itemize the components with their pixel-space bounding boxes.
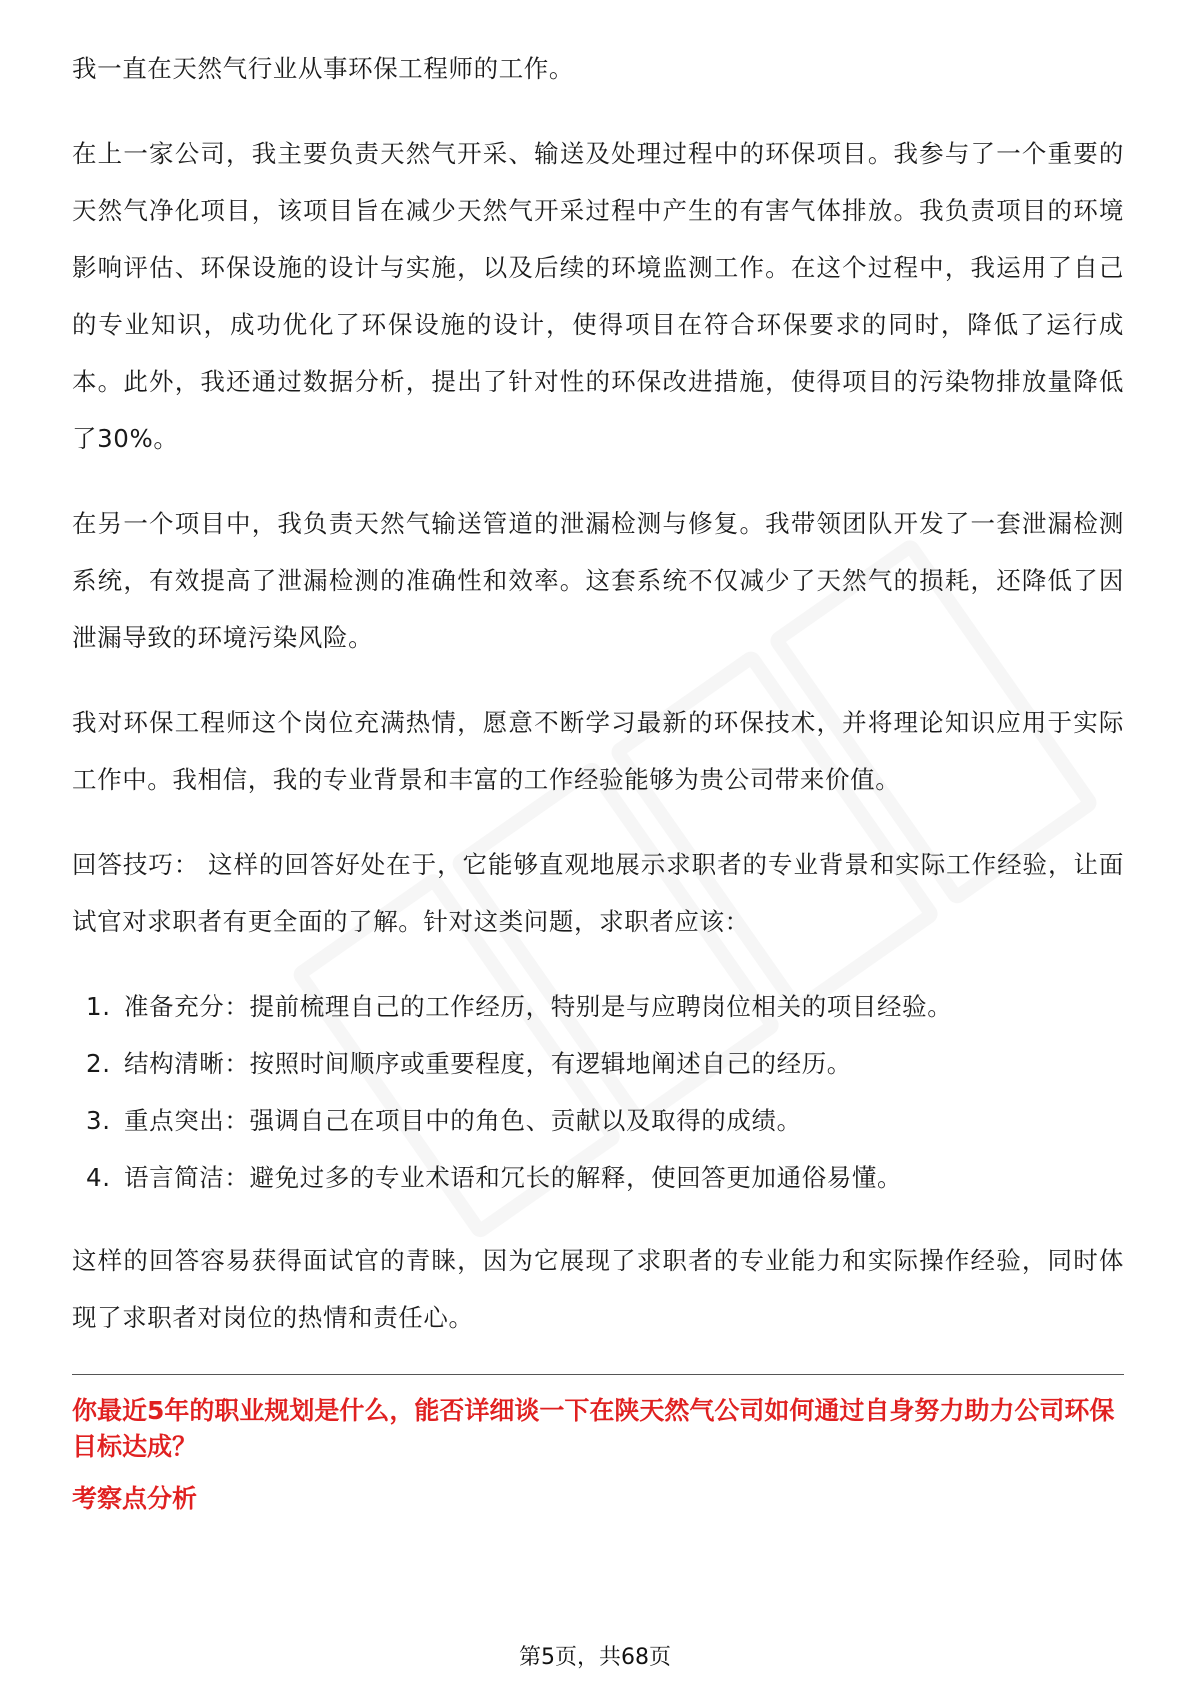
paragraph-project-two: 在另一个项目中，我负责天然气输送管道的泄漏检测与修复。我带领团队开发了一套泄漏检测系统，有效提高了泄漏检测的准确性和效率。这套系统不仅减少了天然气的损耗，还降低了因泄漏导致的环境污染风险。	[72, 509, 1124, 652]
divider	[72, 1374, 1124, 1375]
list-item-number: 4.	[86, 1163, 111, 1192]
section-heading: 考察点分析	[72, 1484, 198, 1513]
page-content	[72, 40, 1124, 1517]
paragraph-closing: 这样的回答容易获得面试官的青睐，因为它展现了求职者的专业能力和实际操作经验，同时体现了求职者对岗位的热情和责任心。	[72, 1246, 1124, 1332]
list-item-text: 结构清晰：按照时间顺序或重要程度，有逻辑地阐述自己的经历。	[124, 1049, 852, 1078]
list-item-text: 重点突出：强调自己在项目中的角色、贡献以及取得的成绩。	[124, 1106, 802, 1135]
next-question-heading: 你最近5年的职业规划是什么，能否详细谈一下在陕天然气公司如何通过自身努力助力公司环保目标达成？	[72, 1396, 1115, 1461]
list-item-number: 1.	[86, 992, 111, 1021]
paragraph-intro: 我一直在天然气行业从事环保工程师的工作。	[72, 54, 574, 83]
page-footer: 第5页，共68页	[519, 1645, 671, 1670]
list-item	[86, 1035, 1124, 1092]
list-item	[86, 1092, 1124, 1149]
list-item	[86, 1149, 1124, 1206]
list-item-text: 语言简洁：避免过多的专业术语和冗长的解释，使回答更加通俗易懂。	[124, 1163, 903, 1192]
list-item	[86, 978, 1124, 1035]
list-item-number: 3.	[86, 1106, 111, 1135]
list-item-text: 准备充分：提前梳理自己的工作经历，特别是与应聘岗位相关的项目经验。	[124, 992, 953, 1021]
paragraph-passion: 我对环保工程师这个岗位充满热情，愿意不断学习最新的环保技术，并将理论知识应用于实际工作中。我相信，我的专业背景和丰富的工作经验能够为贵公司带来价值。	[72, 708, 1124, 794]
tips-list	[72, 978, 1124, 1206]
paragraph-project-one: 在上一家公司，我主要负责天然气开采、输送及处理过程中的环保项目。我参与了一个重要的天然气净化项目，该项目旨在减少天然气开采过程中产生的有害气体排放。我负责项目的环境影响评估、环保设施的设计与实施，以及后续的环境监测工作。在这个过程中，我运用了自己的专业知识，成功优化了环保设施的设计，使得项目在符合环保要求的同时，降低了运行成本。此外，我还通过数据分析，提出了针对性的环保改进措施，使得项目的污染物排放量降低了30%。	[72, 139, 1124, 453]
list-item-number: 2.	[86, 1049, 111, 1078]
paragraph-answer-tips: 回答技巧： 这样的回答好处在于，它能够直观地展示求职者的专业背景和实际工作经验，让面试官对求职者有更全面的了解。针对这类问题，求职者应该：	[72, 850, 1124, 936]
